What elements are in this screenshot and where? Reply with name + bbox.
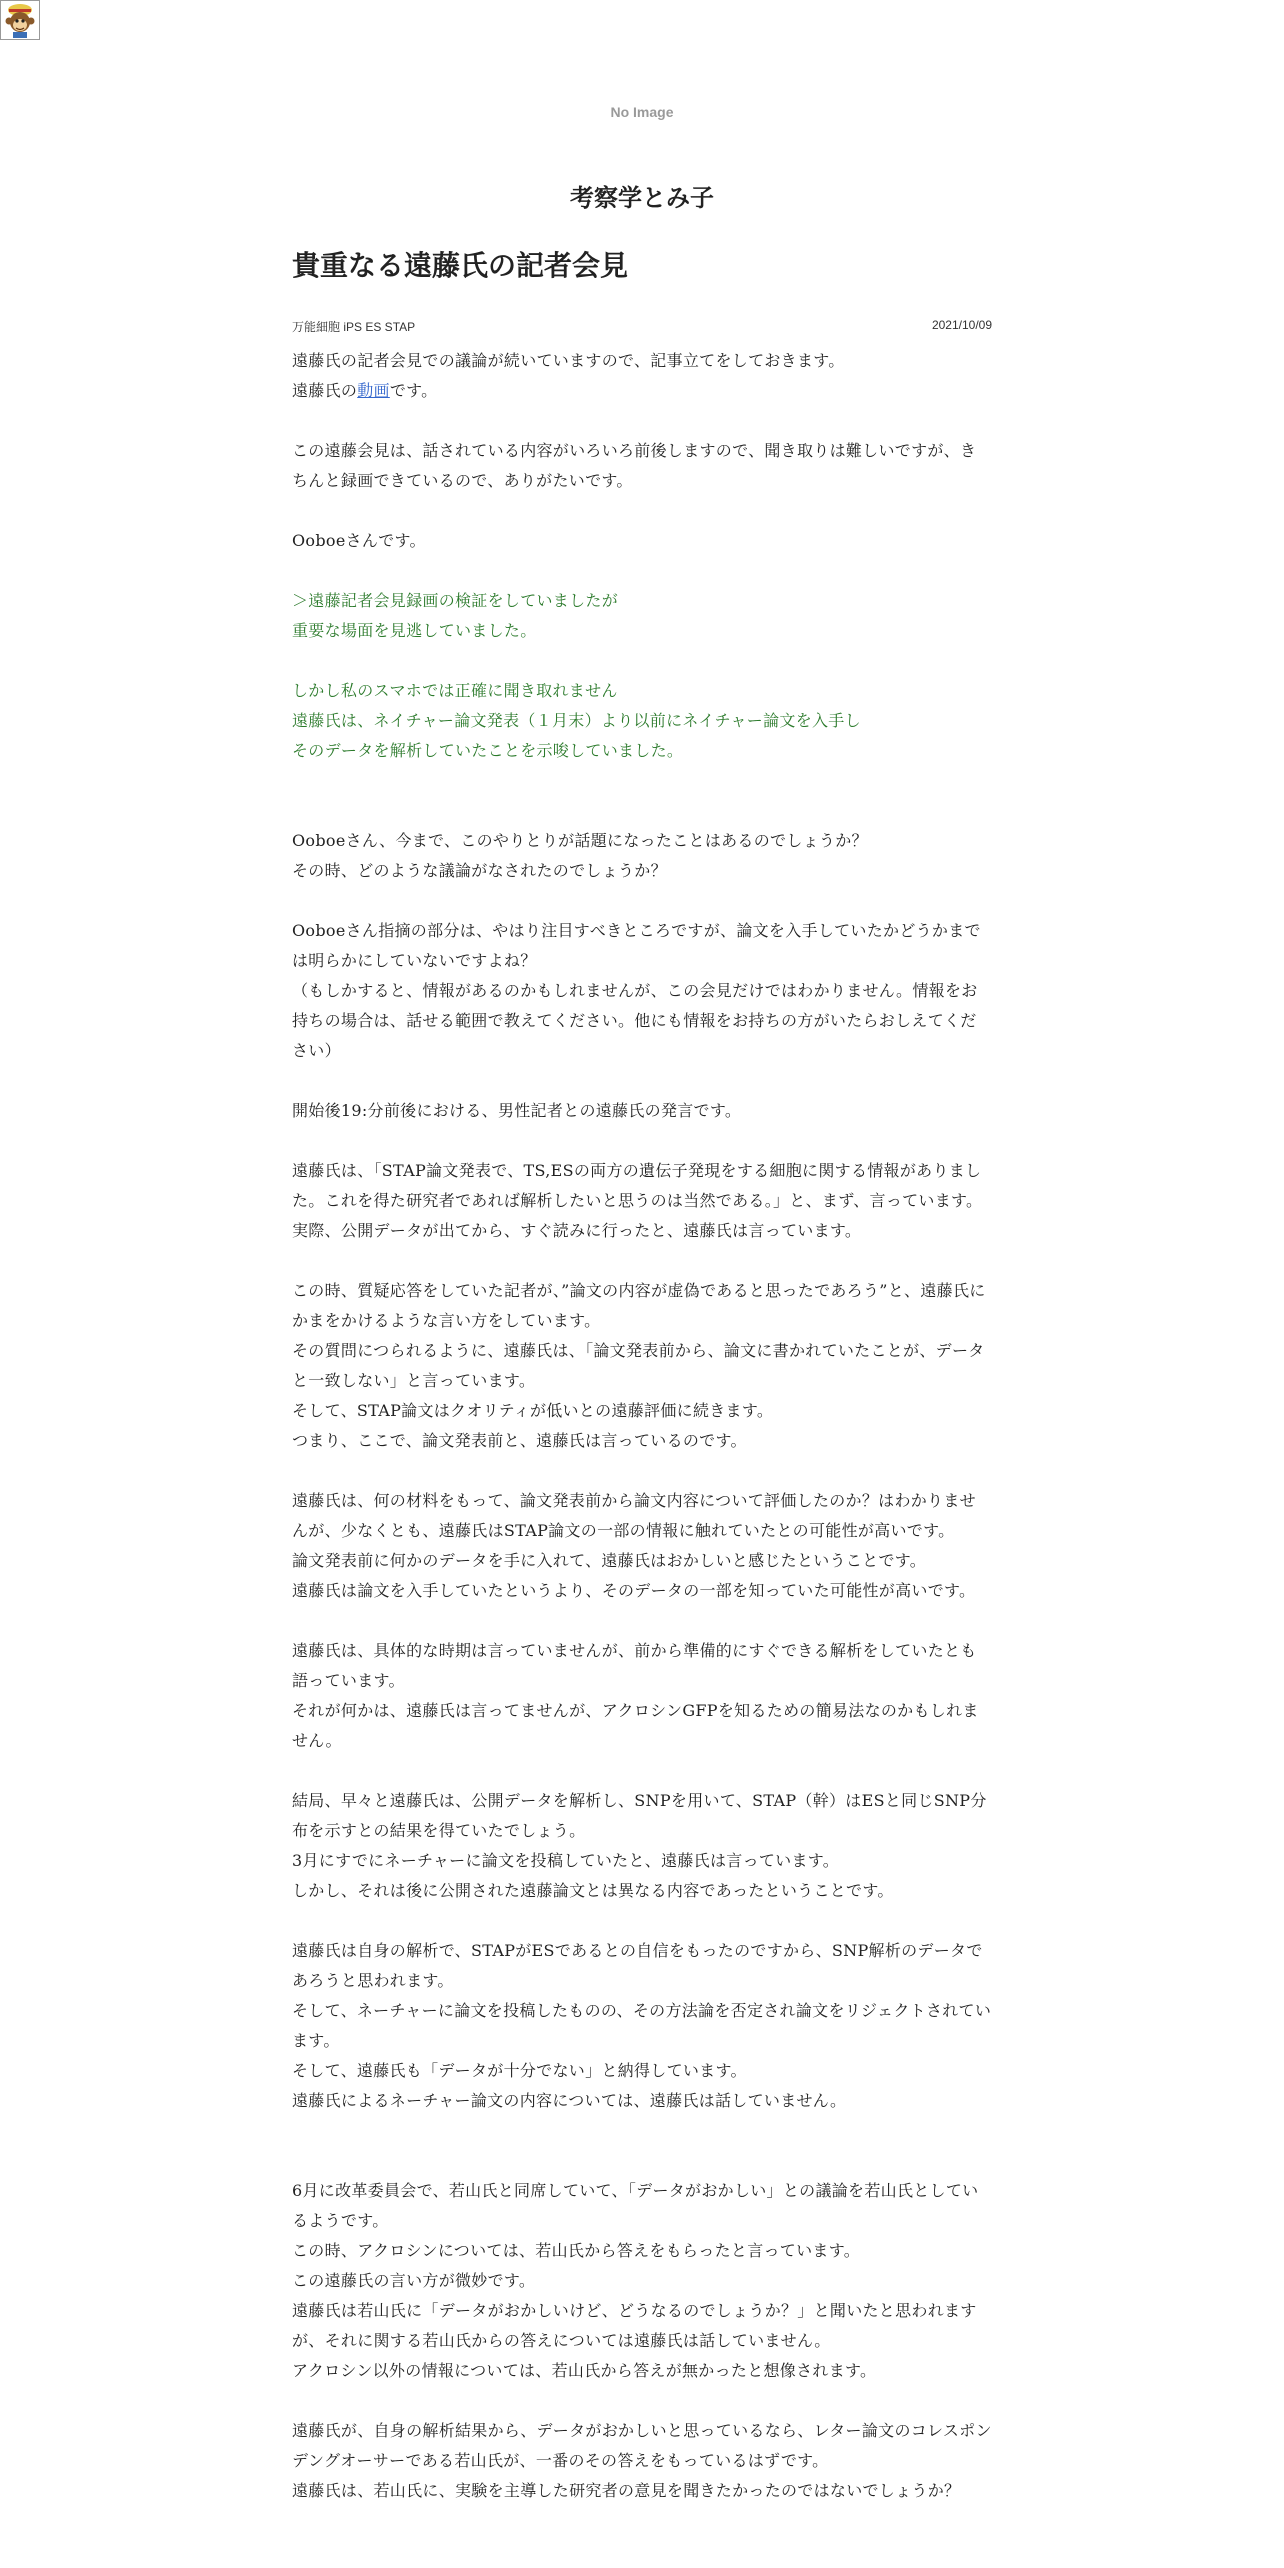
blank-line [292, 646, 992, 676]
post-line: そして、ネーチャーに論文を投稿したものの、その方法論を否定され論文をリジェクトされています。 [292, 2001, 992, 2050]
post-line: Ooboeさんです。 [292, 531, 426, 550]
post-line: Ooboeさん、今まで、このやりとりが話題になったことはあるのでしょうか？ [292, 831, 868, 850]
post-line: その時、どのような議論がなされたのでしょうか？ [292, 861, 667, 880]
post-line: 遠藤氏は、具体的な時期は言っていませんが、前から準備的にすぐできる解析をしていたとも語っています。 [292, 1641, 977, 1690]
post-tags[interactable]: 万能細胞 iPS ES STAP [292, 320, 416, 334]
blank-line [292, 1456, 992, 1486]
blank-line [292, 766, 992, 796]
quote-line: 重要な場面を見逃していました。 [292, 621, 537, 640]
post-line: 開始後19:分前後における、男性記者との遠藤氏の発言です。 [292, 1101, 742, 1120]
blank-line [292, 2116, 992, 2146]
no-image-placeholder: No Image [610, 104, 674, 120]
post-line: しかし、それは後に公開された遠藤論文とは異なる内容であったということです。 [292, 1881, 894, 1900]
blog-title-link[interactable]: 考察学とみ子 [570, 184, 714, 212]
blank-line [292, 1606, 992, 1636]
blank-line [292, 496, 992, 526]
post-date: 2021/10/09 [931, 318, 992, 332]
monkey-avatar-icon [1, 1, 39, 39]
post-line: 遠藤氏は論文を入手していたというより、そのデータの一部を知っていた可能性が高いです。 [292, 1581, 976, 1600]
quote-line: ＞遠藤記者会見録画の検証をしていましたが [292, 591, 619, 610]
blank-line [292, 556, 992, 586]
post-line-text: 遠藤氏の [292, 381, 358, 400]
post-line: 3月にすでにネーチャーに論文を投稿していたと、遠藤氏は言っています。 [292, 1851, 840, 1870]
blank-line [292, 1246, 992, 1276]
post-line: 実際、公開データが出てから、すぐ読みに行ったと、遠藤氏は言っています。 [292, 1221, 862, 1240]
post-line: この時、質疑応答をしていた記者が、”論文の内容が虚偽であると思ったであろう”と、遠藤氏にかまをかけるような言い方をしています。 [292, 1281, 986, 1330]
post-line: 遠藤氏によるネーチャー論文の内容については、遠藤氏は話していません。 [292, 2091, 847, 2110]
blank-line [292, 2146, 992, 2176]
post-line: それが何かは、遠藤氏は言ってませんが、アクロシンGFPを知るための簡易法なのかもしれません。 [292, 1701, 979, 1750]
post-line: （もしかすると、情報があるのかもしれませんが、この会見だけではわかりません。情報をお持ちの場合は、話せる範囲で教えてください。他にも情報をお持ちの方がいたらおしえてください） [292, 981, 978, 1060]
post-line: 遠藤氏は若山氏に「データがおかしいけど、どうなるのでしょうか？」と聞いたと思われますが、それに関する若山氏からの答えについては遠藤氏は話していません。 [292, 2301, 977, 2350]
post-line: 遠藤氏は、「STAP論文発表で、TS,ESの両方の遺伝子発現をする細胞に関する情報がありました。これを得た研究者であれば解析したいと思うのは当然である。」と、まず、言っています。 [292, 1161, 983, 1210]
post-meta [292, 318, 992, 336]
post-line: 遠藤氏が、自身の解析結果から、データがおかしいと思っているなら、レター論文のコレスポンデングオーサーである若山氏が、一番のその答えをもっているはずです。 [292, 2421, 992, 2470]
post-line: アクロシン以外の情報については、若山氏から答えが無かったと想像されます。 [292, 2361, 877, 2380]
video-link[interactable]: 動画 [357, 381, 390, 400]
post-line: この遠藤氏の言い方が微妙です。 [292, 2271, 536, 2290]
post-line: 遠藤氏の記者会見での議論が続いていますので、記事立てをしておきます。 [292, 351, 845, 370]
avatar[interactable] [0, 0, 40, 40]
post-line: 6月に改革委員会で、若山氏と同席していて、「データがおかしい」との議論を若山氏としているようです。 [292, 2181, 979, 2230]
post-line: この時、アクロシンについては、若山氏から答えをもらったと言っています。 [292, 2241, 861, 2260]
blank-line [292, 2386, 992, 2416]
post-line: この遠藤会見は、話されている内容がいろいろ前後しますので、聞き取りは難しいですが、きちんと録画できているので、ありがたいです。 [292, 441, 977, 490]
post-line: 遠藤氏は自身の解析で、STAPがESであるとの自信をもったのですから、SNP解析のデータであろうと思われます。 [292, 1941, 983, 1990]
post-article [292, 246, 992, 2506]
blank-line [292, 1906, 992, 1936]
post-line: 遠藤氏は、若山氏に、実験を主導した研究者の意見を聞きたかったのではないでしょうか？ [292, 2481, 961, 2500]
post-line: その質問につられるように、遠藤氏は、「論文発表前から、論文に書かれていたことが、データと一致しない」と言っています。 [292, 1341, 985, 1390]
post-line: Ooboeさん指摘の部分は、やはり注目すべきところですが、論文を入手していたかどうかまでは明らかにしていないですよね？ [292, 921, 981, 970]
post-body [292, 346, 992, 2506]
quote-line: 遠藤氏は、ネイチャー論文発表（１月末）より以前にネイチャー論文を入手し [292, 711, 861, 730]
post-line-text: です。 [389, 381, 438, 400]
post-line: 遠藤氏は、何の材料をもって、論文発表前から論文内容について評価したのか？はわかりませんが、少なくとも、遠藤氏はSTAP論文の一部の情報に触れていたとの可能性が高いです。 [292, 1491, 976, 1540]
post-line: そして、STAP論文はクオリティが低いとの遠藤評価に続きます。 [292, 1401, 774, 1420]
blank-line [292, 1066, 992, 1096]
post-line-video [292, 376, 992, 406]
blank-line [292, 796, 992, 826]
blank-line [292, 1126, 992, 1156]
blank-line [292, 1756, 992, 1786]
quote-line: しかし私のスマホでは正確に聞き取れません [292, 681, 618, 700]
quote-line: そのデータを解析していたことを示唆していました。 [292, 741, 684, 760]
blank-line [292, 406, 992, 436]
post-line: 結局、早々と遠藤氏は、公開データを解析し、SNPを用いて、STAP（幹）はESと同じSNP分布を示すとの結果を得ていたでしょう。 [292, 1791, 987, 1840]
post-line: 論文発表前に何かのデータを手に入れて、遠藤氏はおかしいと感じたということです。 [292, 1551, 927, 1570]
post-title: 貴重なる遠藤氏の記者会見 [292, 249, 629, 282]
post-line: つまり、ここで、論文発表前と、遠藤氏は言っているのです。 [292, 1431, 747, 1450]
blank-line [292, 886, 992, 916]
post-line: そして、遠藤氏も「データが十分でない」と納得しています。 [292, 2061, 747, 2080]
